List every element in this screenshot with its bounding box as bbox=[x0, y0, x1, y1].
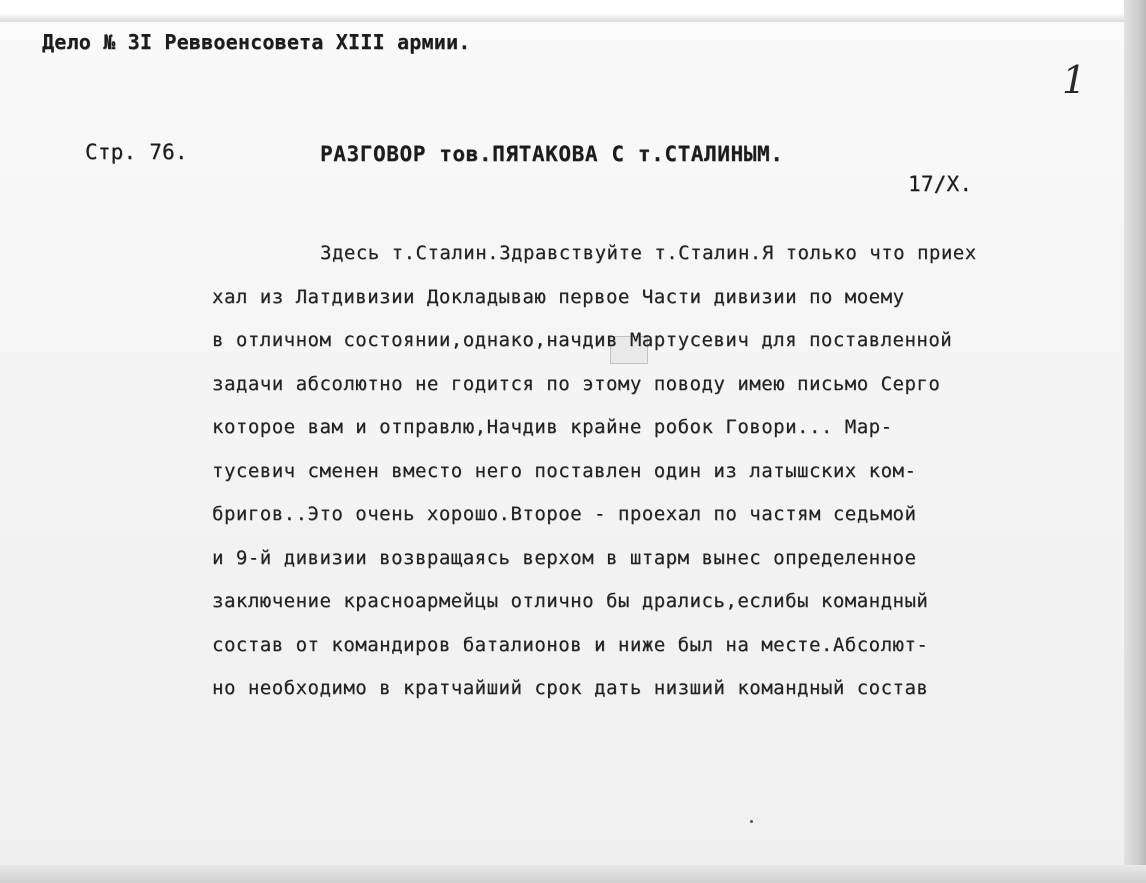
body-line: состав от командиров баталионов и ниже был на месте.Абсолют- bbox=[212, 633, 929, 656]
case-header: Дело № 3I Реввоенсовета XIII армии. bbox=[42, 30, 471, 54]
document-title: РАЗГОВОР тов.ПЯТАКОВА С т.СТАЛИНЫМ. bbox=[320, 142, 784, 166]
body-line: Здесь т.Сталин.Здравствуйте т.Сталин.Я только что приех bbox=[320, 242, 977, 264]
body-line: но необходимо в кратчайший срок дать низший командный состав bbox=[212, 677, 929, 699]
ink-dot bbox=[750, 820, 753, 823]
body-line: задачи абсолютно не годится по этому поводу имею письмо Серго bbox=[212, 372, 941, 395]
body-line: тусевич сменен вместо него поставлен один из латышских ком- bbox=[212, 459, 917, 482]
body-line: бригов..Это очень хорошо.Второе - проехал по частям седьмой bbox=[212, 503, 917, 525]
document-date: 17/X. bbox=[908, 172, 973, 196]
conversation-body bbox=[212, 232, 1124, 711]
scan-edge-top bbox=[0, 0, 1146, 22]
handwritten-page-number: 1 bbox=[1062, 58, 1087, 102]
body-line: хал из Латдивизии Докладываю первое Части дивизии по моему bbox=[212, 285, 905, 308]
body-line: которое вам и отправлю,Начдив крайне робок Говори... Мар- bbox=[212, 416, 893, 438]
body-line: в отличном состоянии,однако,начдив Мартусевич для поставленной bbox=[212, 329, 953, 351]
body-line: и 9-й дивизии возвращаясь верхом в штарм вынес определенное bbox=[212, 546, 917, 569]
page-reference: Стр. 76. bbox=[85, 140, 188, 164]
scan-edge-right bbox=[1124, 0, 1146, 883]
body-line: заключение красноармейцы отлично бы дрались,еслибы командный bbox=[212, 590, 929, 612]
scan-edge-bottom bbox=[0, 865, 1146, 883]
